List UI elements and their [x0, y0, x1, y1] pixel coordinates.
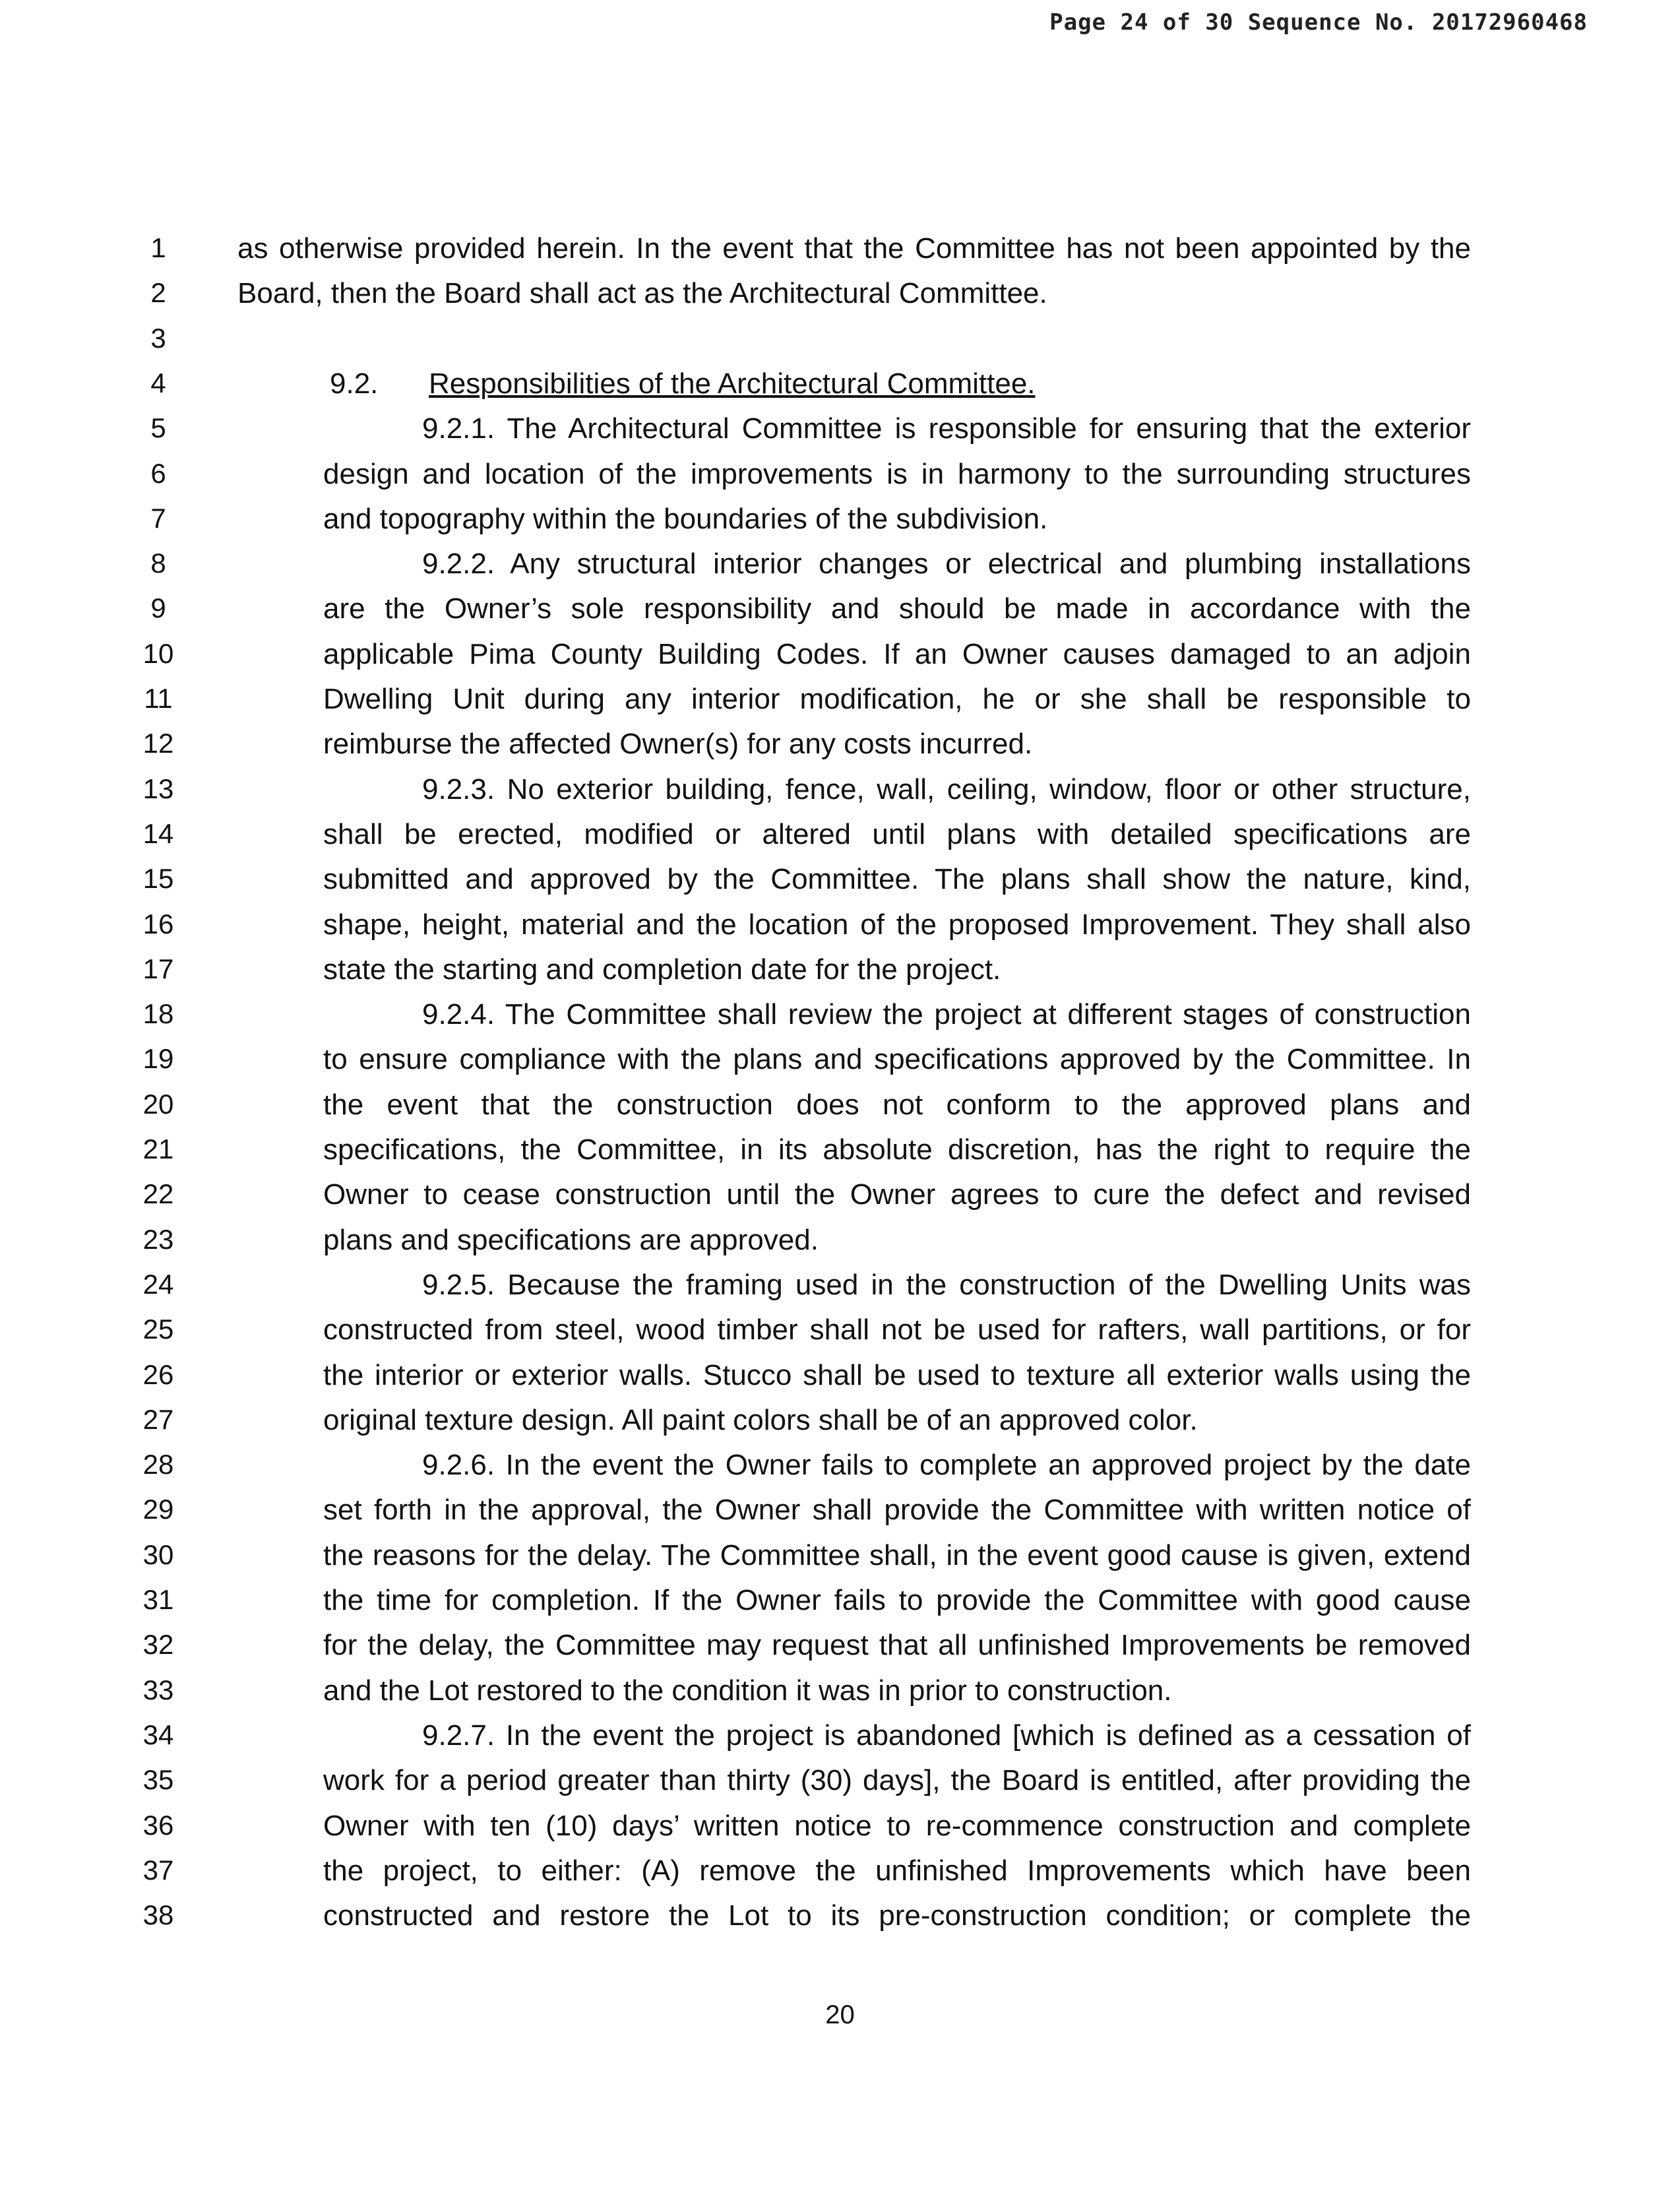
line-text: work for a period greater than thirty (30) days], the Board is entitled, after providing the	[323, 1764, 1471, 1796]
line-number: 20	[142, 1089, 174, 1120]
line-text: 9.2.4. The Committee shall review the project at different stages of construction	[422, 998, 1471, 1031]
document-line	[0, 683, 1680, 728]
line-number: 17	[142, 953, 174, 984]
line-text: Owner with ten (10) days’ written notice to re-commence construction and complete	[323, 1810, 1471, 1842]
line-number: 6	[150, 458, 166, 489]
document-line	[0, 592, 1680, 637]
line-number: 31	[142, 1584, 174, 1615]
line-number: 27	[142, 1404, 174, 1435]
document-line	[0, 908, 1680, 953]
document-line	[0, 773, 1680, 818]
line-text: specifications, the Committee, in its absolute discretion, has the right to require the	[323, 1133, 1471, 1166]
document-line	[0, 1089, 1680, 1133]
line-text: design and location of the improvements is in harmony to the surrounding structures	[323, 458, 1471, 490]
line-number: 13	[142, 773, 174, 804]
document-line	[0, 638, 1680, 683]
document-line	[0, 728, 1680, 773]
document-line	[0, 998, 1680, 1043]
page-number: 20	[825, 2000, 855, 2029]
document-line	[0, 1584, 1680, 1629]
line-number: 35	[142, 1764, 174, 1795]
line-text: applicable Pima County Building Codes. If an Owner causes damaged to an adjoin	[323, 638, 1471, 670]
document-line	[0, 367, 1680, 412]
line-text: shape, height, material and the location of the proposed Improvement. They shall also	[323, 908, 1471, 941]
line-text: 9.2.2. Any structural interior changes or electrical and plumbing installations	[422, 548, 1471, 580]
document-line	[0, 1269, 1680, 1314]
document-line	[0, 1359, 1680, 1404]
line-number: 32	[142, 1629, 174, 1660]
line-number: 24	[142, 1269, 174, 1300]
document-line	[0, 548, 1680, 592]
document-line	[0, 1178, 1680, 1223]
line-text: and topography within the boundaries of the subdivision.	[323, 503, 1048, 535]
line-text: 9.2.6. In the event the Owner fails to complete an approved project by the date	[422, 1449, 1471, 1481]
line-text: reimburse the affected Owner(s) for any costs incurred.	[323, 728, 1033, 760]
line-number: 29	[142, 1494, 174, 1525]
line-text: constructed and restore the Lot to its pre-construction condition; or complete the	[323, 1899, 1471, 1932]
line-number: 12	[142, 728, 174, 759]
line-text: plans and specifications are approved.	[323, 1224, 819, 1256]
line-number: 18	[142, 998, 174, 1029]
line-number: 7	[150, 503, 166, 534]
line-number: 3	[150, 323, 166, 354]
line-number: 36	[142, 1810, 174, 1841]
line-number: 25	[142, 1314, 174, 1345]
document-line	[0, 277, 1680, 322]
line-number: 30	[142, 1539, 174, 1570]
line-text: set forth in the approval, the Owner shall provide the Committee with written notice of	[323, 1494, 1471, 1526]
document-line	[0, 1539, 1680, 1584]
document-line	[0, 1314, 1680, 1358]
line-text: the time for completion. If the Owner fails to provide the Committee with good cause	[323, 1584, 1471, 1616]
line-number: 19	[142, 1043, 174, 1074]
line-text: for the delay, the Committee may request that all unfinished Improvements be removed	[323, 1629, 1471, 1661]
section-number: 9.2.	[330, 367, 379, 400]
line-number: 37	[142, 1855, 174, 1886]
line-number: 5	[150, 412, 166, 443]
document-line	[0, 1899, 1680, 1944]
document-line	[0, 1224, 1680, 1269]
line-number: 33	[142, 1674, 174, 1705]
document-line	[0, 1674, 1680, 1719]
document-line	[0, 503, 1680, 548]
document-line	[0, 1810, 1680, 1855]
line-number: 1	[150, 232, 166, 263]
line-text: and the Lot restored to the condition it was in prior to construction.	[323, 1674, 1172, 1707]
line-number: 26	[142, 1359, 174, 1390]
line-number: 14	[142, 818, 174, 849]
line-text: 9.2.1. The Architectural Committee is responsible for ensuring that the exterior	[422, 412, 1471, 445]
line-number: 28	[142, 1449, 174, 1480]
line-text: Dwelling Unit during any interior modification, he or she shall be responsible to	[323, 683, 1471, 715]
line-text: Board, then the Board shall act as the Architectural Committee.	[237, 277, 1047, 309]
line-number: 22	[142, 1178, 174, 1209]
document-line	[0, 1719, 1680, 1764]
document-line	[0, 863, 1680, 908]
document-line	[0, 1043, 1680, 1088]
line-number: 23	[142, 1224, 174, 1255]
document-line	[0, 818, 1680, 863]
line-text: as otherwise provided herein. In the event that the Committee has not been appointed by the	[237, 232, 1471, 265]
line-text: the event that the construction does not conform to the approved plans and	[323, 1089, 1471, 1121]
line-text: Owner to cease construction until the Owner agrees to cure the defect and revised	[323, 1178, 1471, 1211]
line-text: submitted and approved by the Committee. The plans shall show the nature, kind,	[323, 863, 1471, 895]
line-text: are the Owner’s sole responsibility and should be made in accordance with the	[323, 592, 1471, 625]
line-number: 10	[142, 638, 174, 669]
page-sequence-header: Page 24 of 30 Sequence No. 20172960468	[1049, 9, 1588, 36]
line-number: 15	[142, 863, 174, 894]
document-line	[0, 232, 1680, 277]
line-text: constructed from steel, wood timber shall not be used for rafters, wall partitions, or for	[323, 1314, 1471, 1346]
document-line	[0, 1855, 1680, 1899]
line-text: to ensure compliance with the plans and specifications approved by the Committee. In	[323, 1043, 1471, 1075]
line-text: the interior or exterior walls. Stucco shall be used to texture all exterior walls using the	[323, 1359, 1471, 1391]
line-text: the reasons for the delay. The Committee shall, in the event good cause is given, extend	[323, 1539, 1471, 1571]
line-number: 38	[142, 1899, 174, 1930]
document-line	[0, 1629, 1680, 1674]
document-line	[0, 953, 1680, 998]
document-line	[0, 323, 1680, 367]
line-number: 16	[142, 908, 174, 939]
document-line	[0, 458, 1680, 503]
line-number: 21	[142, 1133, 174, 1164]
line-text: the project, to either: (A) remove the unfinished Improvements which have been	[323, 1855, 1471, 1887]
document-line	[0, 412, 1680, 457]
line-number: 8	[150, 548, 166, 579]
line-text: 9.2.5. Because the framing used in the construction of the Dwelling Units was	[422, 1269, 1471, 1301]
document-line	[0, 1404, 1680, 1449]
document-line	[0, 1133, 1680, 1178]
document-line	[0, 1494, 1680, 1539]
line-text: 9.2.3. No exterior building, fence, wall, ceiling, window, floor or other structure,	[422, 773, 1471, 806]
line-number: 4	[150, 367, 166, 398]
line-text: shall be erected, modified or altered until plans with detailed specifications are	[323, 818, 1471, 850]
line-text: 9.2.7. In the event the project is abandoned [which is defined as a cessation of	[422, 1719, 1471, 1752]
line-text: state the starting and completion date for the project.	[323, 953, 1001, 986]
line-number: 34	[142, 1719, 174, 1750]
document-line	[0, 1449, 1680, 1494]
document-line	[0, 1764, 1680, 1809]
line-number: 2	[150, 277, 166, 308]
line-number: 11	[144, 683, 173, 714]
line-number: 9	[150, 592, 166, 623]
line-text: original texture design. All paint colors shall be of an approved color.	[323, 1404, 1198, 1436]
section-heading: Responsibilities of the Architectural Committee.	[429, 367, 1036, 400]
